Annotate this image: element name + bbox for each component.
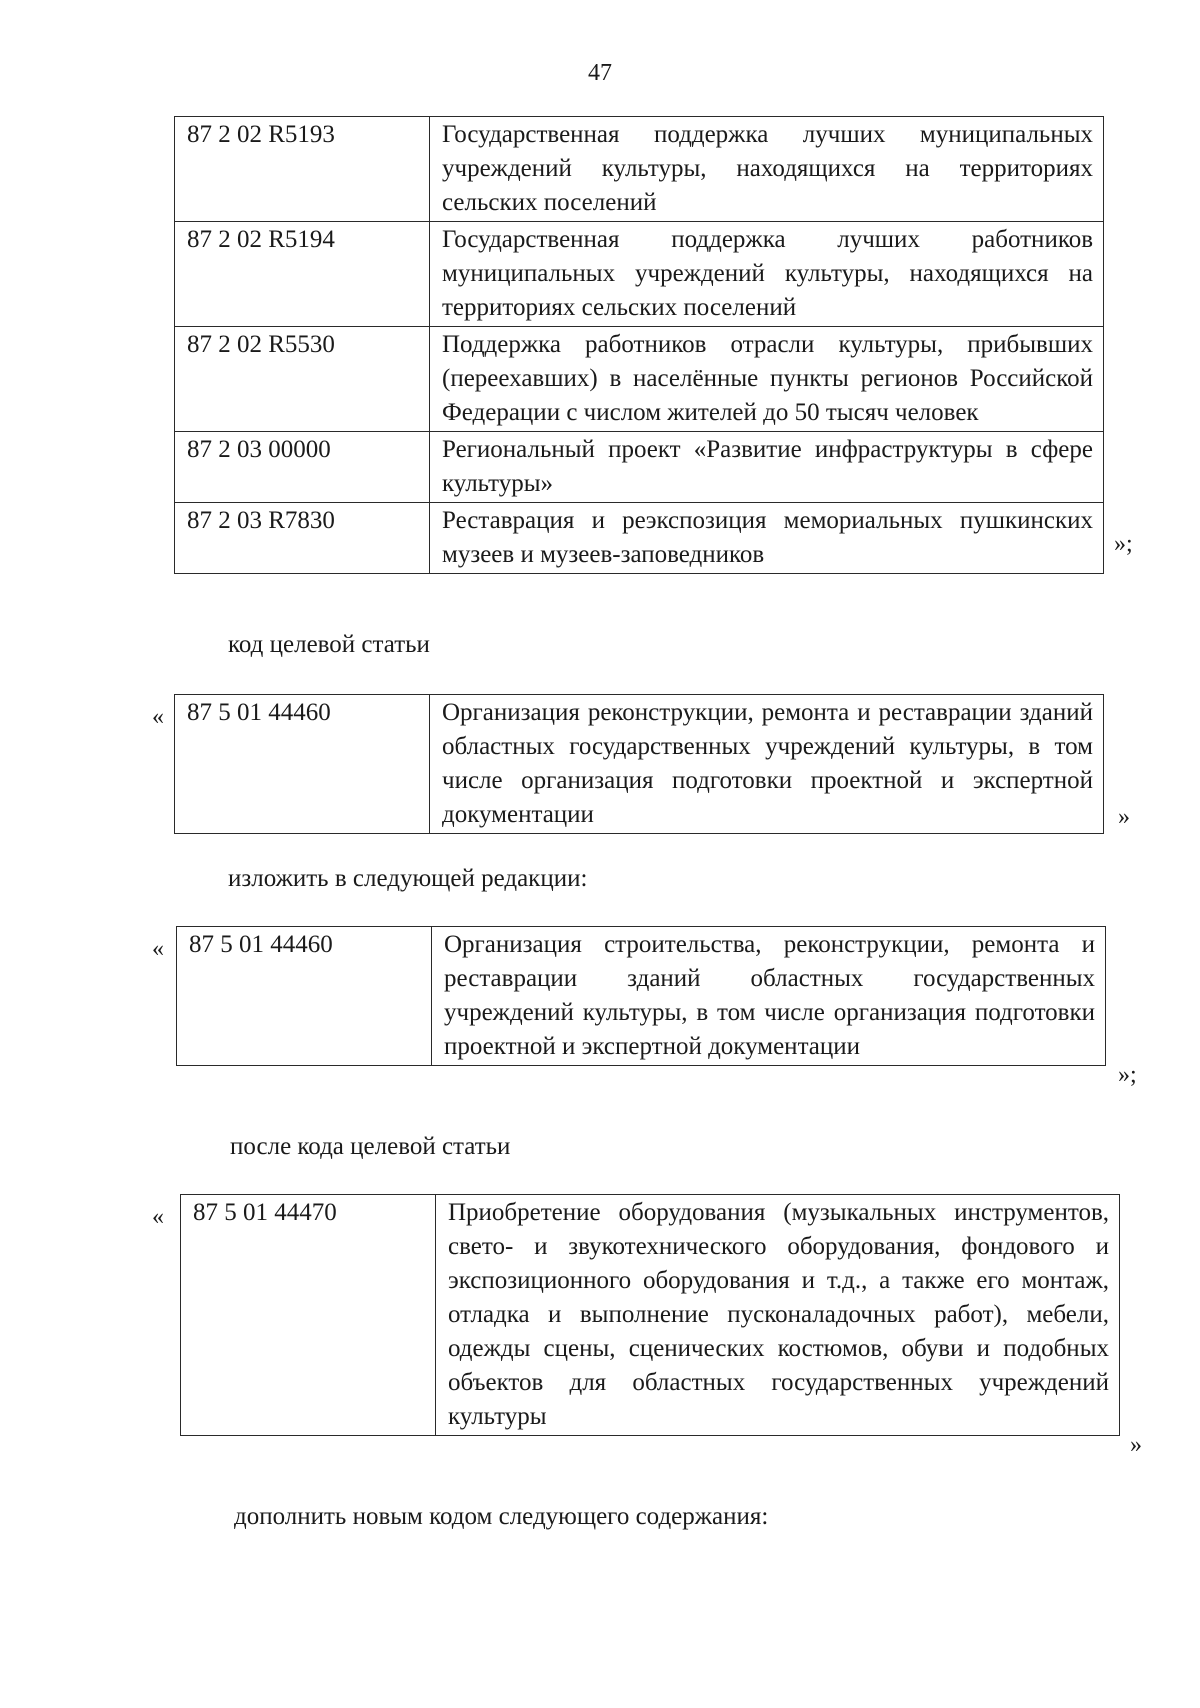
table-row [175, 503, 1104, 574]
description-cell: Реставрация и реэкспозиция мемориальных пушкинских музеев и музеев-заповедников [430, 503, 1104, 574]
table-row [177, 927, 1106, 1066]
paragraph-add-code: дополнить новым кодом следующего содержания: [234, 1503, 769, 1530]
table-row [175, 695, 1104, 834]
description-cell: Организация реконструкции, ремонта и реставрации зданий областных государственных учреждений культуры, в том числе организация подготовки проектной и экспертной документации [430, 695, 1104, 834]
code-cell: 87 5 01 44460 [175, 695, 430, 834]
code-cell: 87 5 01 44470 [181, 1195, 436, 1436]
code-cell: 87 2 02 R5530 [175, 327, 430, 432]
code-cell: 87 2 02 R5193 [175, 117, 430, 222]
closing-quote: »; [1118, 1062, 1137, 1088]
description-cell: Поддержка работников отрасли культуры, прибывших (переехавших) в населённые пункты регионов Российской Федерации с числом жителей до 50 тысяч человек [430, 327, 1104, 432]
table-row [175, 117, 1104, 222]
closing-quote: » [1130, 1432, 1142, 1458]
code-cell: 87 2 03 R7830 [175, 503, 430, 574]
description-cell: Государственная поддержка лучших муниципальных учреждений культуры, находящихся на территориях сельских поселений [430, 117, 1104, 222]
opening-quote: « [152, 1204, 164, 1230]
code-cell: 87 2 03 00000 [175, 432, 430, 503]
table-row [175, 222, 1104, 327]
closing-quote: » [1118, 804, 1130, 830]
codes-table-4 [180, 1194, 1120, 1436]
opening-quote: « [152, 936, 164, 962]
table-row [181, 1195, 1120, 1436]
paragraph-new-edition: изложить в следующей редакции: [228, 865, 588, 892]
codes-table-2 [174, 694, 1104, 834]
description-cell: Региональный проект «Развитие инфраструктуры в сфере культуры» [430, 432, 1104, 503]
opening-quote: « [152, 704, 164, 730]
codes-table-1 [174, 116, 1104, 574]
code-cell: 87 5 01 44460 [177, 927, 432, 1066]
paragraph-after-code: после кода целевой статьи [230, 1133, 511, 1160]
description-cell: Государственная поддержка лучших работников муниципальных учреждений культуры, находящихся на территориях сельских поселений [430, 222, 1104, 327]
description-cell: Организация строительства, реконструкции, ремонта и реставрации зданий областных государственных учреждений культуры, в том числе организация подготовки проектной и экспертной документации [432, 927, 1106, 1066]
table-row [175, 432, 1104, 503]
table-row [175, 327, 1104, 432]
codes-table-3 [176, 926, 1106, 1066]
page-number: 47 [588, 60, 612, 86]
paragraph-target-code: код целевой статьи [228, 631, 430, 658]
description-cell: Приобретение оборудования (музыкальных инструментов, свето- и звукотехнического оборудования, фондового и экспозиционного оборудования и т.д., а также его монтаж, отладка и выполнение пусконаладочных работ), мебели, одежды сцены, сценических костюмов, обуви и подобных объектов для областных государственных учреждений культуры [436, 1195, 1120, 1436]
closing-quote: »; [1114, 531, 1133, 557]
code-cell: 87 2 02 R5194 [175, 222, 430, 327]
